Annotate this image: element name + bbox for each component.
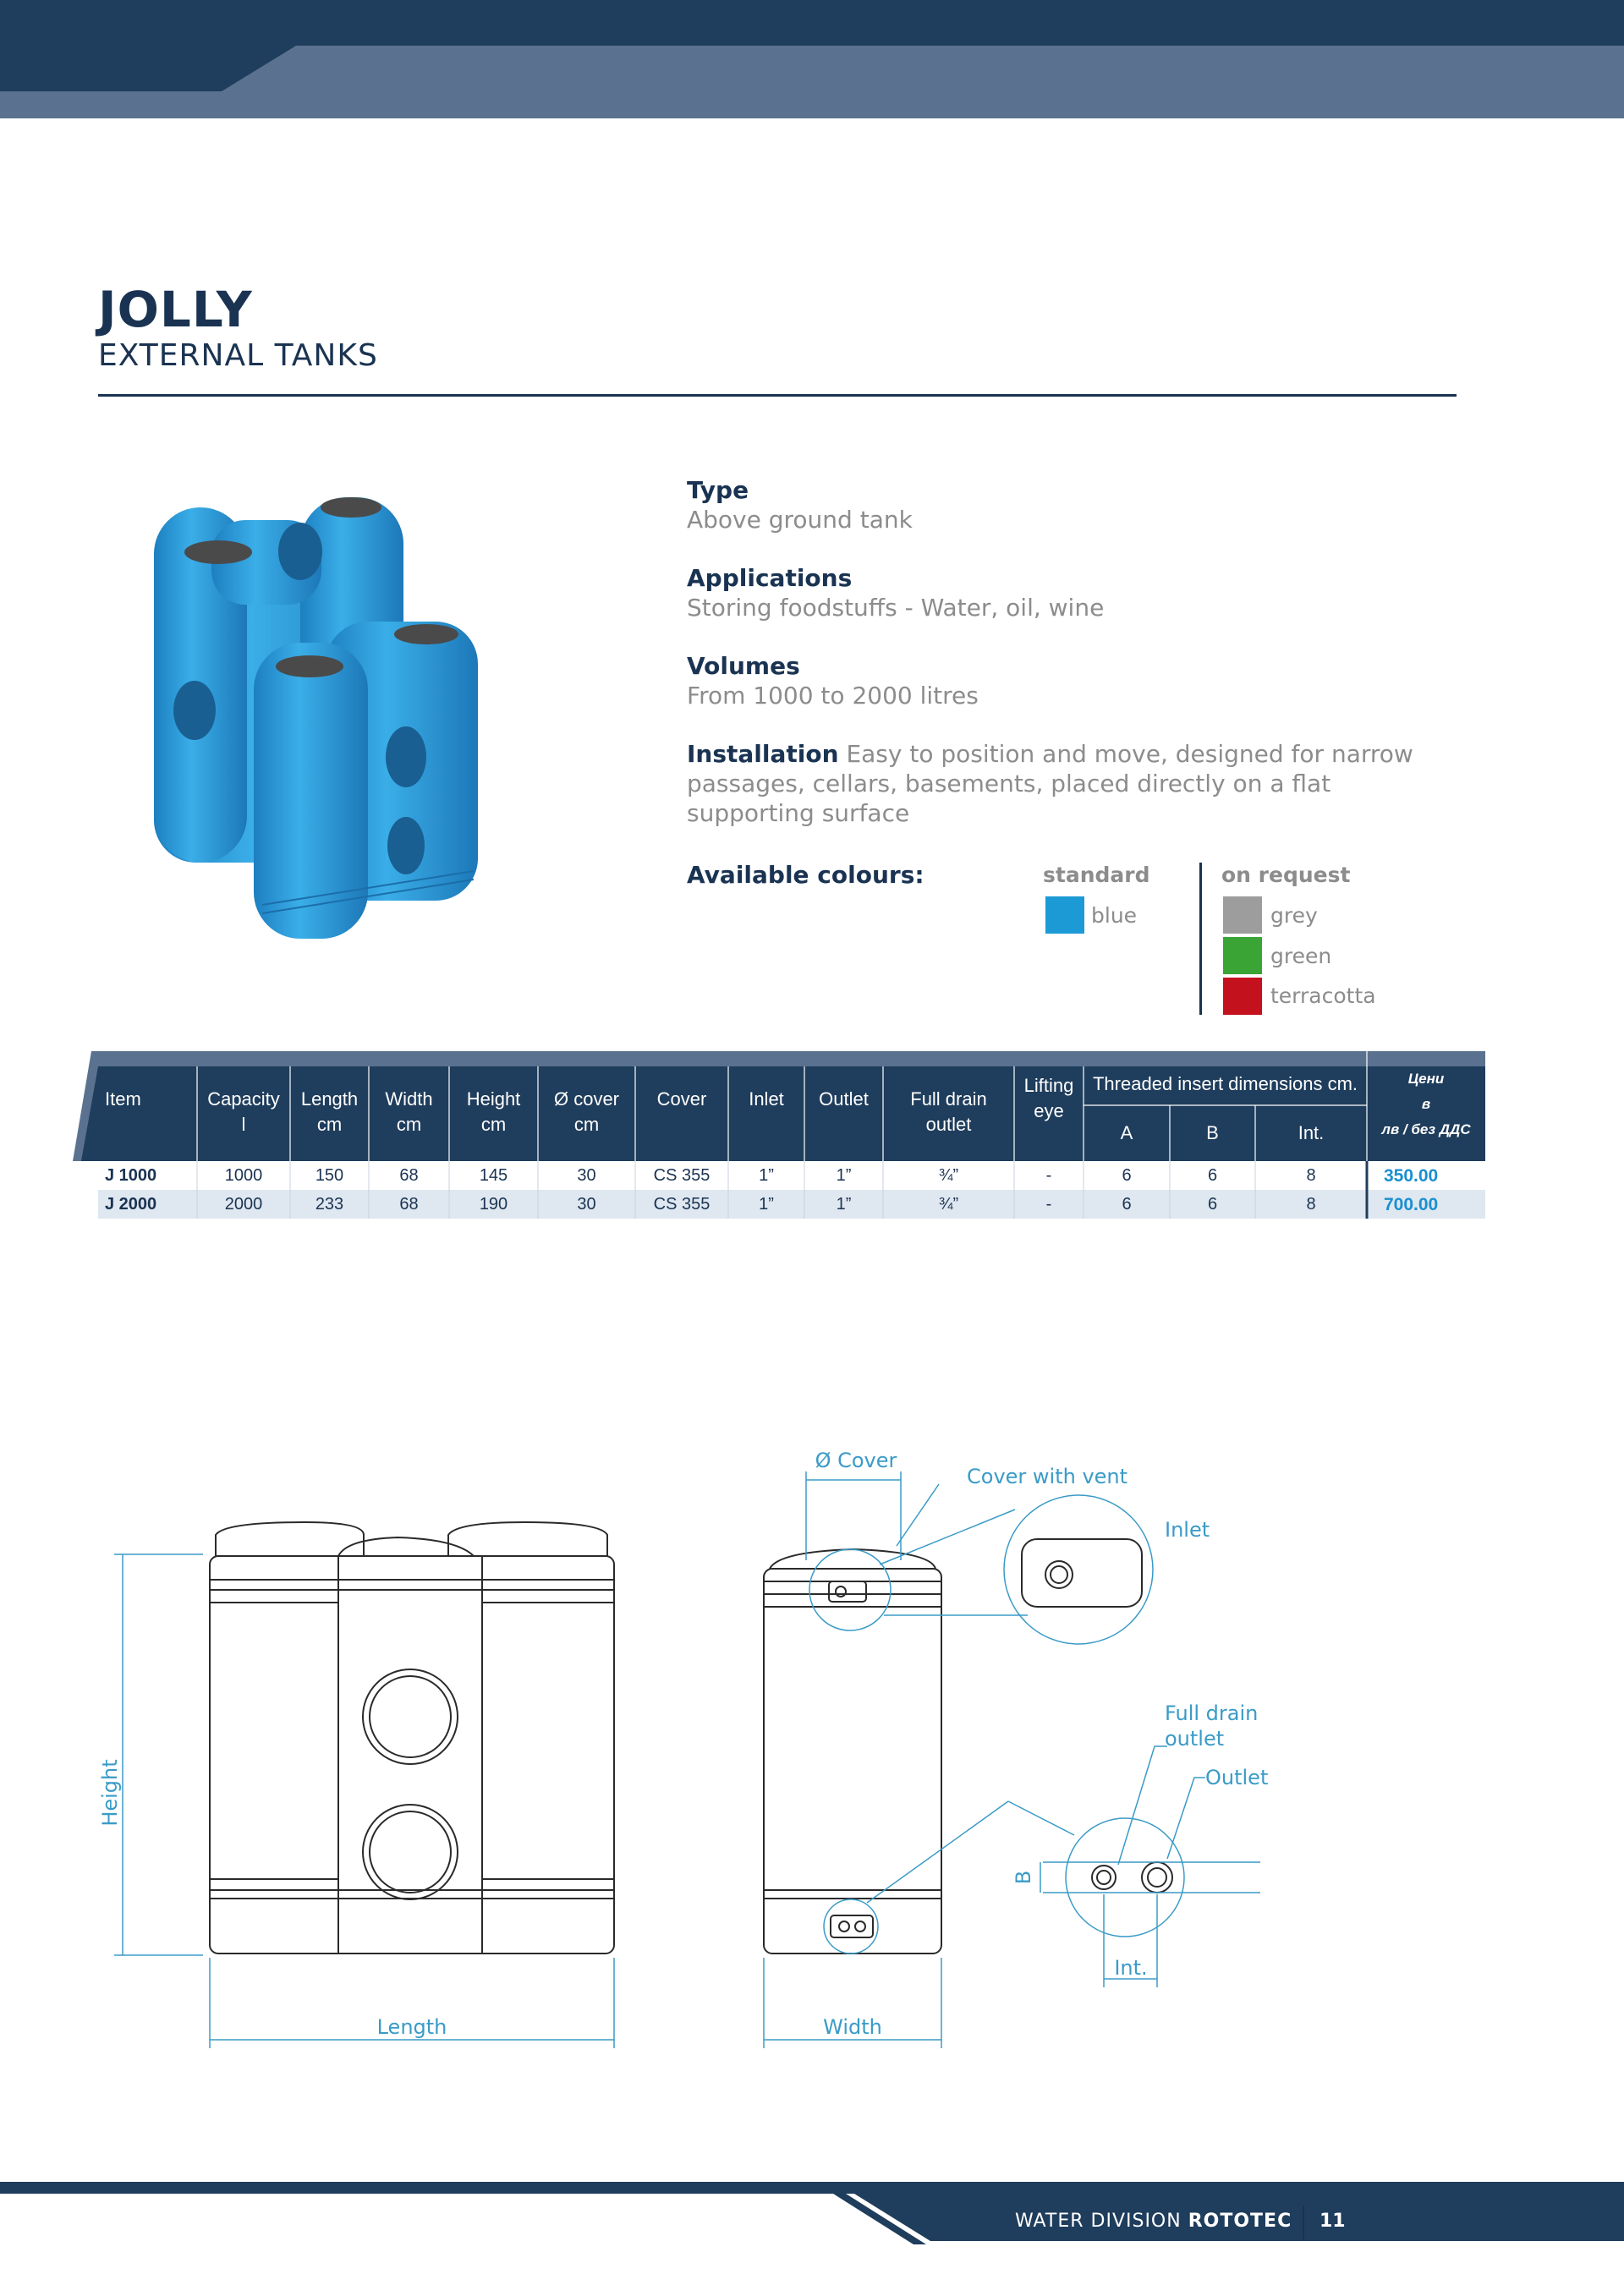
product-image (93, 474, 634, 947)
cell-lifting-eye: - (1045, 1195, 1052, 1214)
swatch-grey (1223, 896, 1262, 934)
th-b: B (1206, 1122, 1219, 1143)
th-item: Item (105, 1088, 141, 1110)
label-b: B (1012, 1870, 1035, 1885)
th-cover-diameter-unit: cm (573, 1114, 600, 1135)
cell-capacity: 1000 (224, 1166, 263, 1185)
cell-price: 350.00 (1384, 1166, 1439, 1186)
footer-division-label: WATER DIVISION (1015, 2211, 1182, 2232)
th-width (369, 1087, 449, 1137)
label-outlet: Outlet (1205, 1766, 1269, 1789)
th-full-drain-label: Full drain (910, 1088, 987, 1110)
th-lifting-eye-label: Lifting (1023, 1075, 1074, 1096)
swatch-blue (1045, 896, 1084, 934)
installation-value: Easy to position and move, designed for narrow passages, cellars, basements, placed directly on a flat supporting surface (687, 740, 1413, 827)
colour-name-grey: grey (1270, 903, 1318, 928)
type-label: Type (687, 476, 749, 504)
th-inlet: Inlet (749, 1088, 784, 1110)
spec-table (73, 1051, 1485, 1220)
th-price-label-3: лв / без ДДС (1381, 1121, 1471, 1137)
available-colours-label: Available colours: (687, 861, 924, 889)
table-row (73, 1190, 1485, 1219)
standard-heading: standard (1043, 863, 1150, 887)
label-int: Int. (1114, 1956, 1148, 1980)
th-int: Int. (1298, 1122, 1325, 1143)
cell-outlet: 1” (836, 1166, 852, 1185)
cell-price: 700.00 (1384, 1195, 1439, 1214)
label-inlet: Inlet (1165, 1518, 1210, 1542)
colours-divider (1199, 863, 1202, 1015)
cell-height: 190 (479, 1195, 508, 1214)
cell-length: 150 (315, 1166, 344, 1185)
th-price (1367, 1066, 1485, 1143)
header-band (0, 0, 1624, 118)
cell-full-drain: ¾” (938, 1195, 959, 1214)
th-full-drain (883, 1087, 1014, 1137)
cell-a: 6 (1122, 1166, 1132, 1185)
page-subtitle: EXTERNAL TANKS (98, 338, 378, 373)
footer-separator (1303, 2206, 1304, 2239)
cell-b: 6 (1207, 1195, 1218, 1214)
volumes-label: Volumes (687, 652, 800, 680)
th-height-label: Height (466, 1088, 521, 1110)
page-number: 11 (1320, 2211, 1346, 2232)
label-full-drain-2: outlet (1165, 1727, 1225, 1751)
label-length: Length (376, 2015, 447, 2039)
cell-item: J 2000 (105, 1195, 157, 1214)
label-height: Height (98, 1759, 122, 1827)
label-full-drain: Full drain (1165, 1701, 1259, 1725)
footer-brand: ROTOTEC (1188, 2211, 1292, 2232)
cell-cover: CS 355 (653, 1195, 710, 1214)
cell-inlet: 1” (759, 1195, 774, 1214)
on-request-heading: on request (1221, 863, 1351, 887)
volumes-value: From 1000 to 2000 litres (687, 682, 979, 710)
cell-lifting-eye: - (1045, 1166, 1052, 1185)
cell-cover: CS 355 (653, 1166, 710, 1185)
table-row (73, 1161, 1485, 1190)
cell-int: 8 (1306, 1166, 1316, 1185)
cell-width: 68 (399, 1166, 419, 1185)
th-length-label: Length (300, 1088, 359, 1110)
label-cover: Ø Cover (815, 1449, 897, 1472)
th-width-label: Width (385, 1088, 433, 1110)
footer-band (0, 2182, 1624, 2249)
colour-name-blue: blue (1091, 903, 1138, 928)
th-lifting-eye (1014, 1073, 1084, 1124)
th-capacity (197, 1087, 290, 1137)
th-cover-diameter-label: Ø cover (553, 1088, 620, 1110)
type-value: Above ground tank (687, 506, 913, 534)
th-price-label-1: Цени (1407, 1071, 1445, 1087)
colour-name-green: green (1270, 944, 1332, 968)
th-length (290, 1087, 369, 1137)
cell-cover-diameter: 30 (577, 1195, 596, 1214)
label-width: Width (823, 2015, 882, 2039)
cell-inlet: 1” (759, 1166, 774, 1185)
footer-division (1015, 2211, 1292, 2232)
th-price-label-2: в (1421, 1096, 1431, 1112)
installation-label: Installation (687, 740, 839, 768)
cell-length: 233 (315, 1195, 344, 1214)
spec-type (687, 475, 1482, 534)
th-height (449, 1087, 538, 1137)
cell-height: 145 (479, 1166, 508, 1185)
title-divider (98, 394, 1457, 397)
th-capacity-label: Capacity (207, 1088, 280, 1110)
colour-name-terracotta: terracotta (1270, 984, 1376, 1008)
applications-label: Applications (687, 564, 853, 592)
swatch-green (1223, 937, 1262, 974)
technical-drawing (85, 1438, 1269, 2072)
th-a: A (1120, 1122, 1133, 1143)
cell-item: J 1000 (105, 1166, 157, 1185)
th-capacity-unit: l (241, 1114, 246, 1135)
swatch-terracotta (1223, 978, 1262, 1015)
th-cover: Cover (656, 1088, 707, 1110)
th-length-unit: cm (316, 1114, 343, 1135)
spec-installation (687, 739, 1448, 828)
th-threaded-insert: Threaded insert dimensions cm. (1092, 1073, 1358, 1094)
cell-width: 68 (399, 1195, 419, 1214)
th-height-unit: cm (480, 1114, 507, 1135)
spec-volumes (687, 651, 1482, 710)
page-title: JOLLY (98, 281, 253, 338)
spec-applications (687, 563, 1482, 622)
cell-cover-diameter: 30 (577, 1166, 596, 1185)
cell-a: 6 (1122, 1195, 1132, 1214)
cell-capacity: 2000 (224, 1195, 263, 1214)
cell-full-drain: ¾” (938, 1166, 959, 1185)
cell-int: 8 (1306, 1195, 1316, 1214)
th-width-unit: cm (396, 1114, 422, 1135)
label-cover-vent: Cover with vent (967, 1465, 1128, 1488)
applications-value: Storing foodstuffs - Water, oil, wine (687, 594, 1105, 622)
th-full-drain-label-2: outlet (925, 1114, 972, 1135)
th-cover-diameter (538, 1087, 635, 1137)
th-outlet: Outlet (819, 1088, 869, 1110)
th-lifting-eye-label-2: eye (1034, 1100, 1064, 1121)
cell-b: 6 (1207, 1166, 1218, 1185)
cell-outlet: 1” (836, 1195, 852, 1214)
